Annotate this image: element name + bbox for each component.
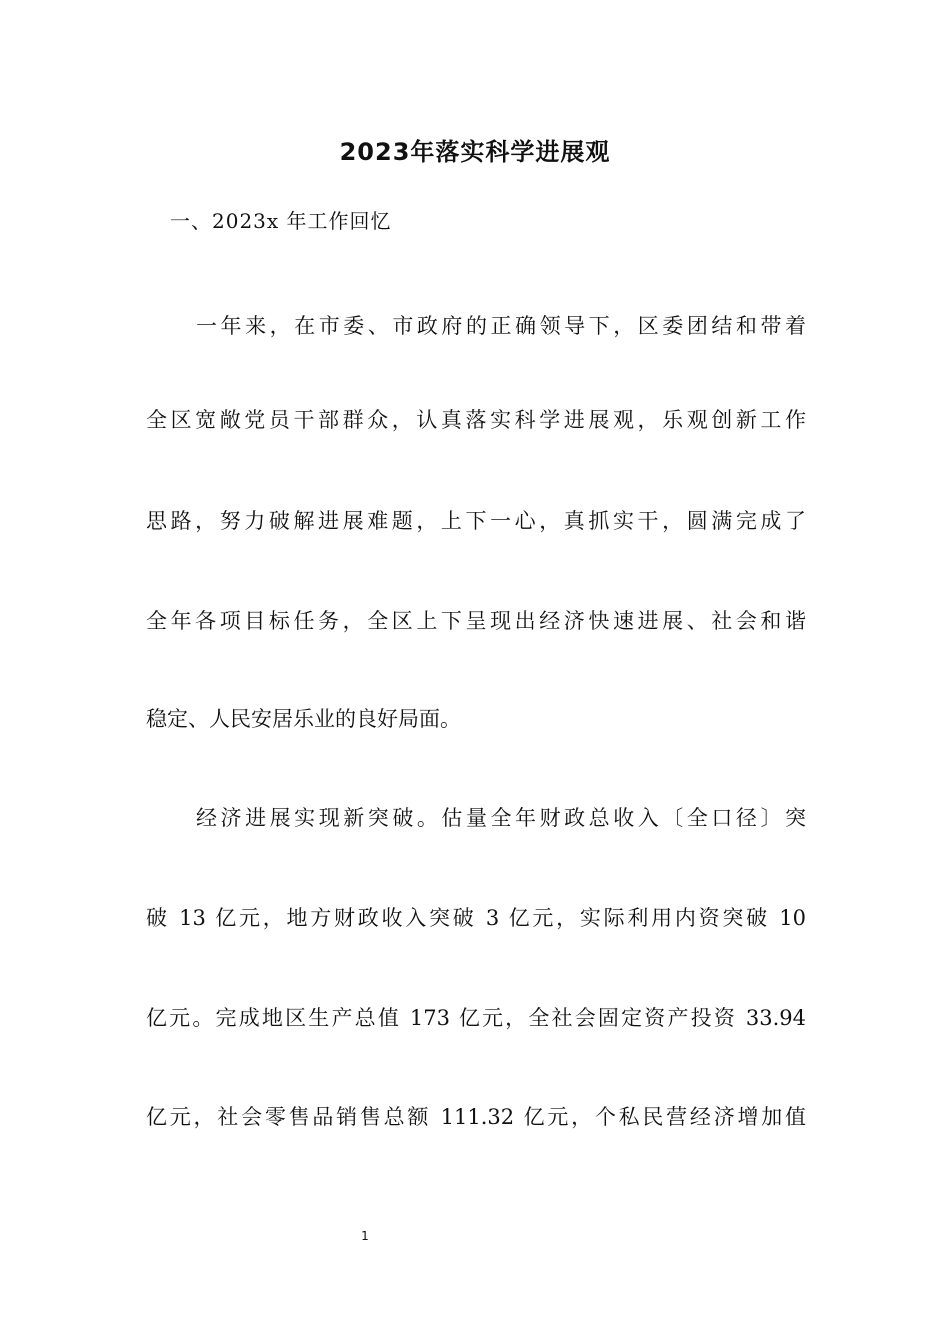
- paragraph-line: 一年来，在市委、市政府的正确领导下，区委团结和带着: [196, 314, 806, 338]
- page-number: 1: [361, 1229, 369, 1243]
- paragraph-line: 稳定、人民安居乐业的良好局面。: [146, 707, 461, 731]
- paragraph-line: 全区宽敞党员干部群众，认真落实科学进展观，乐观创新工作: [146, 408, 806, 432]
- paragraph-line: 破 13 亿元，地方财政收入突破 3 亿元，实际利用内资突破 10: [146, 906, 806, 930]
- paragraph-line: 思路，努力破解进展难题，上下一心，真抓实干，圆满完成了: [146, 509, 806, 533]
- paragraph-line: 亿元。完成地区生产总值 173 亿元，全社会固定资产投资 33.94: [146, 1006, 806, 1030]
- paragraph-line: 亿元，社会零售品销售总额 111.32 亿元，个私民营经济增加值: [146, 1105, 806, 1129]
- section-heading: 一、2023x 年工作回忆: [170, 209, 392, 233]
- paragraph-line: 经济进展实现新突破。估量全年财政总收入〔全口径〕突: [196, 806, 806, 830]
- paragraph-line: 全年各项目标任务，全区上下呈现出经济快速进展、社会和谐: [146, 609, 806, 633]
- document-title: 2023年落实科学进展观: [339, 138, 611, 166]
